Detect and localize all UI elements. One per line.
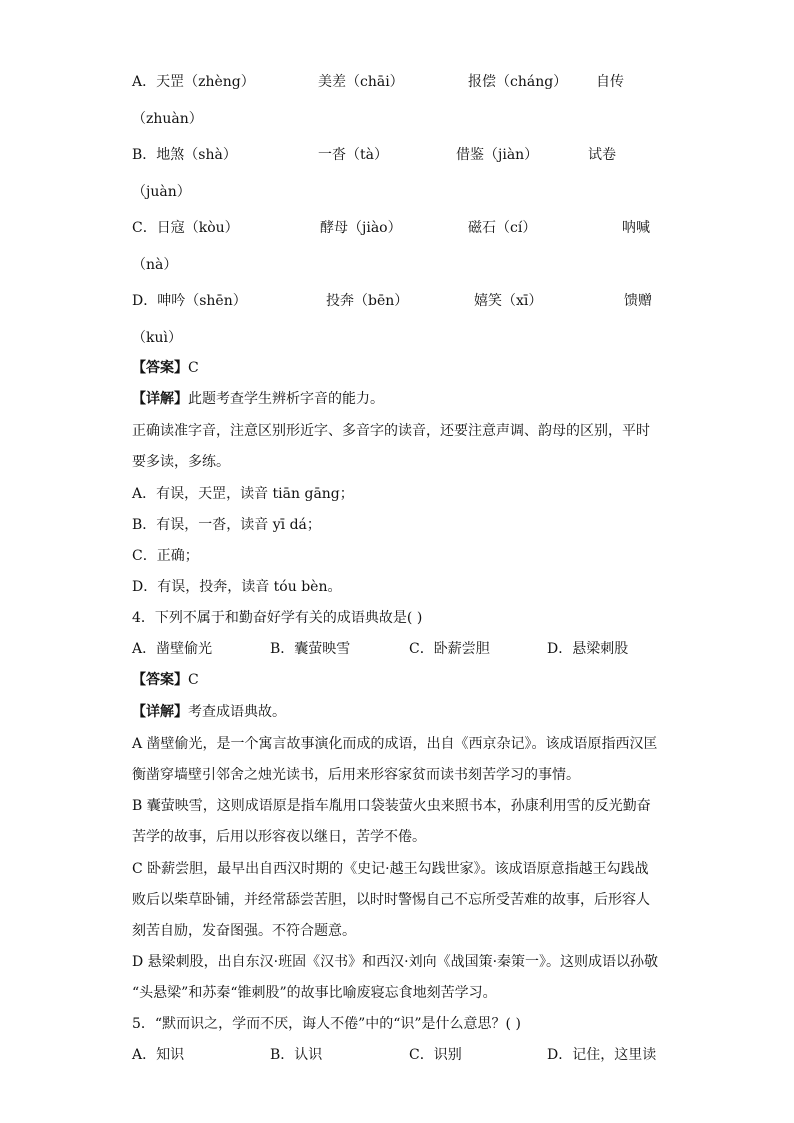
q3-detail-line: 要多读，多练。 bbox=[132, 454, 230, 470]
q4-detail-line: 败后以柴草卧铺，并经常舔尝苦胆，以时时警惕自己不忘所受苦难的故事，后形容人 bbox=[132, 892, 650, 908]
q4-detail-intro bbox=[132, 703, 662, 721]
q4-stem: 4．下列不属于和勤奋好学有关的成语典故是( ) bbox=[132, 610, 423, 626]
q3-option-b-cont: （juàn） bbox=[132, 184, 191, 200]
q3-option-b: B．地煞（shà） bbox=[132, 147, 237, 163]
q4-detail-line: C 卧薪尝胆，最早出自西汉时期的《史记·越王勾践世家》。该成语原意指越王勾践战 bbox=[132, 861, 649, 877]
q4-detail-line: B 囊萤映雪，这则成语原是指车胤用口袋装萤火虫来照书本，孙康利用雪的反光勤奋 bbox=[132, 798, 651, 814]
q3-option-d-cont: （kuì） bbox=[132, 330, 182, 346]
answer-value: C bbox=[188, 672, 199, 688]
detail-intro-text: 考查成语典故。 bbox=[188, 704, 286, 720]
q3-option-a-word4: 自传 bbox=[596, 74, 624, 90]
q3-option-c-word4: 呐喊 bbox=[622, 220, 650, 236]
q4-detail-line: 刻苦自励，发奋图强。不符合题意。 bbox=[132, 923, 356, 939]
q3-detail-line: D．有误，投奔，读音 tóu bèn。 bbox=[132, 579, 342, 595]
q5-option-a: A．知识 bbox=[132, 1047, 185, 1063]
answer-tag: 【答案】 bbox=[132, 360, 188, 376]
detail-intro-text: 此题考查学生辨析字音的能力。 bbox=[188, 391, 384, 407]
q5-option-d: D．记住，这里读 bbox=[547, 1047, 657, 1063]
answer-value: C bbox=[188, 360, 199, 376]
q5-stem: 5．“默而识之，学而不厌，诲人不倦”中的“识”是什么意思？( ) bbox=[132, 1016, 521, 1032]
q3-detail-intro bbox=[132, 390, 662, 408]
q3-option-a-word3: 报偿（cháng） bbox=[468, 74, 568, 90]
q3-option-a-word2: 美差（chāi） bbox=[318, 74, 404, 90]
q3-answer bbox=[132, 359, 662, 377]
q3-detail-line: B．有误，一沓，读音 yī dá； bbox=[132, 517, 321, 533]
q3-detail-line: A．有误，天罡，读音 tiān gāng； bbox=[132, 486, 354, 502]
q4-answer bbox=[132, 671, 662, 689]
q4-detail-line: D 悬梁刺股，出自东汉·班固《汉书》和西汉·刘向《战国策·秦策一》。这则成语以孙敬 bbox=[132, 954, 659, 970]
q5-option-c: C．识别 bbox=[409, 1047, 462, 1063]
detail-tag: 【详解】 bbox=[132, 391, 188, 407]
q4-detail-line: “头悬梁”和苏秦“锥刺股”的故事比喻废寝忘食地刻苦学习。 bbox=[132, 985, 497, 1001]
q5-option-b: B．认识 bbox=[270, 1047, 323, 1063]
q3-option-c-cont: （nà） bbox=[132, 257, 178, 273]
q3-detail-line: C．正确； bbox=[132, 548, 199, 564]
q4-option-b: B．囊萤映雪 bbox=[270, 641, 351, 657]
q3-option-d-word4: 馈赠 bbox=[624, 293, 652, 309]
q3-option-c-word3: 磁石（cí） bbox=[468, 220, 537, 236]
q3-option-c: C．日寇（kòu） bbox=[132, 220, 239, 236]
q4-option-d: D．悬梁刺股 bbox=[547, 641, 629, 657]
q4-detail-line: A 凿壁偷光，是一个寓言故事演化而成的成语，出自《西京杂记》。该成语原指西汉匡 bbox=[132, 736, 658, 752]
q3-option-b-word2: 一沓（tà） bbox=[318, 147, 388, 163]
q3-option-a: A．天罡（zhèng） bbox=[132, 74, 255, 90]
q3-option-b-word4: 试卷 bbox=[588, 147, 616, 163]
q3-option-d-word2: 投奔（bēn） bbox=[326, 293, 409, 309]
q3-option-b-word3: 借鉴（jiàn） bbox=[456, 147, 539, 163]
q4-option-c: C．卧薪尝胆 bbox=[409, 641, 490, 657]
q3-option-c-word2: 酵母（jiào） bbox=[320, 220, 402, 236]
q4-option-a: A．凿壁偷光 bbox=[132, 641, 213, 657]
q3-detail-line: 正确读准字音，注意区别形近字、多音字的读音，还要注意声调、韵母的区别，平时 bbox=[132, 423, 650, 439]
detail-tag: 【详解】 bbox=[132, 704, 188, 720]
answer-tag: 【答案】 bbox=[132, 672, 188, 688]
q3-option-d: D．呻吟（shēn） bbox=[132, 293, 247, 309]
q4-detail-line: 苦学的故事，后用以形容夜以继日，苦学不倦。 bbox=[132, 829, 426, 845]
q3-option-a-cont: （zhuàn） bbox=[132, 111, 203, 127]
q4-detail-line: 衡凿穿墙壁引邻舍之烛光读书，后用来形容家贫而读书刻苦学习的事情。 bbox=[132, 767, 580, 783]
q3-option-d-word3: 嬉笑（xī） bbox=[474, 293, 543, 309]
